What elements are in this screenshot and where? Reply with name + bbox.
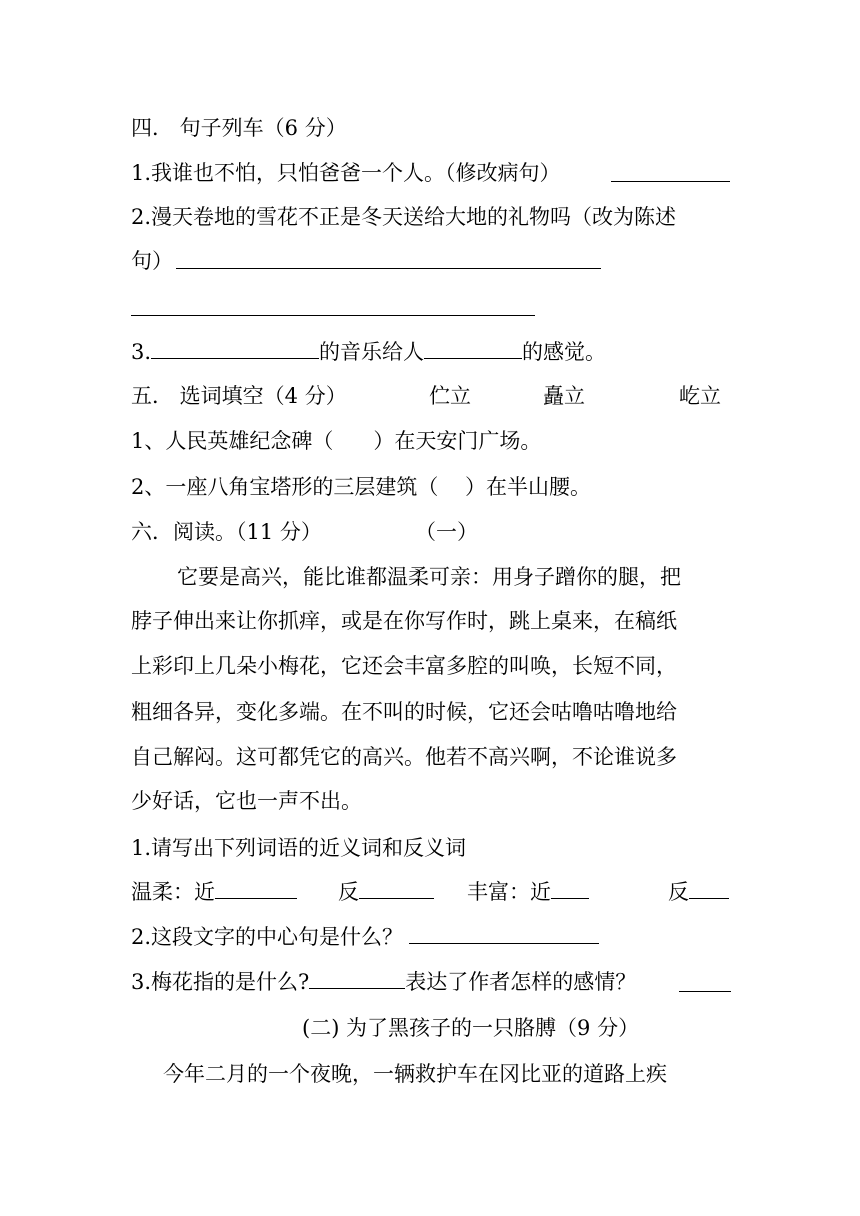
wenrou-antonym-blank[interactable] bbox=[359, 878, 434, 899]
word-option-1: 伫立 bbox=[429, 384, 471, 408]
reading-q1: 1.请写出下列词语的近义词和反义词 bbox=[131, 836, 467, 860]
word-fengfu-synonym-label: 丰富：近 bbox=[467, 880, 551, 904]
section-4-q1-answer-blank[interactable] bbox=[611, 181, 730, 182]
section-4-q3-suffix: 的感觉。 bbox=[522, 340, 607, 364]
section-4-title: 四． 句子列车（6 分） bbox=[131, 116, 347, 140]
passage-line-5: 自己解闷。这可都凭它的高兴。他若不高兴啊，不论谁说多 bbox=[131, 745, 677, 769]
section-4-q2-cont bbox=[131, 246, 731, 276]
section-4-q2-answer-blank-2[interactable] bbox=[131, 315, 535, 316]
section-5-q1: 1、人民英雄纪念碑（ ）在天安门广场。 bbox=[131, 429, 542, 453]
section-6-title: 六．阅读。（11 分） bbox=[131, 520, 322, 544]
passage-line-2: 脖子伸出来让你抓痒，或是在你写作时，跳上桌来，在稿纸 bbox=[131, 609, 677, 633]
passage-line-3: 上彩印上几朵小梅花，它还会丰富多腔的叫唤，长短不同， bbox=[131, 654, 677, 678]
word-option-2: 矗立 bbox=[543, 384, 585, 408]
part-2-passage-line-1: 今年二月的一个夜晚，一辆救护车在冈比亚的道路上疾 bbox=[163, 1062, 667, 1086]
word-wenrou-synonym-label: 温柔：近 bbox=[131, 880, 215, 904]
section-4-q3-mid: 的音乐给人 bbox=[319, 340, 425, 364]
fengfu-synonym-blank[interactable] bbox=[551, 878, 589, 899]
passage-line-1: 它要是高兴，能比谁都温柔可亲：用身子蹭你的腿，把 bbox=[177, 565, 681, 589]
section-4-q3 bbox=[131, 337, 731, 367]
section-4-q3-blank-2[interactable] bbox=[424, 338, 522, 359]
reading-q3-text-b: 表达了作者怎样的感情？ bbox=[405, 970, 637, 994]
section-4-q3-prefix: 3. bbox=[131, 340, 152, 364]
reading-q3-blank-2[interactable] bbox=[679, 971, 731, 992]
word-fengfu-antonym-label: 反 bbox=[668, 880, 689, 904]
reading-q2-blank[interactable] bbox=[409, 923, 599, 944]
section-5-header bbox=[131, 381, 731, 411]
wenrou-synonym-blank[interactable] bbox=[215, 878, 297, 899]
word-wenrou-antonym-label: 反 bbox=[338, 880, 359, 904]
reading-part-1-label: （一） bbox=[415, 520, 478, 544]
fengfu-antonym-blank[interactable] bbox=[689, 878, 729, 899]
section-4-q2-answer-blank-1[interactable] bbox=[176, 268, 601, 269]
reading-q2 bbox=[131, 922, 731, 952]
section-4-q1 bbox=[131, 158, 731, 188]
reading-q3 bbox=[131, 967, 731, 997]
passage-line-6: 少好话，它也一声不出。 bbox=[131, 789, 362, 813]
section-4-q2: 2.漫天卷地的雪花不正是冬天送给大地的礼物吗（改为陈述 bbox=[131, 205, 677, 229]
section-4-q1-text: 1.我谁也不怕，只怕爸爸一个人。（修改病句） bbox=[131, 161, 561, 185]
section-5-title: 五． 选词填空（4 分） bbox=[131, 384, 347, 408]
reading-q2-text: 2.这段文字的中心句是什么？ bbox=[131, 925, 404, 949]
section-6-header bbox=[131, 517, 731, 547]
word-option-3: 屹立 bbox=[679, 384, 721, 408]
passage-line-4: 粗细各异，变化多端。在不叫的时候，它还会咕噜咕噜地给 bbox=[131, 700, 677, 724]
section-4-q3-blank-1[interactable] bbox=[151, 338, 319, 359]
reading-part-2-title: (二) 为了黑孩子的一只胳膊（9 分） bbox=[302, 1016, 640, 1040]
section-4-q2-cont-text: 句） bbox=[131, 249, 173, 273]
section-5-q2: 2、一座八角宝塔形的三层建筑（ ）在半山腰。 bbox=[131, 475, 592, 499]
reading-q1-words bbox=[131, 877, 731, 907]
reading-q3-blank-1[interactable] bbox=[309, 968, 405, 989]
reading-q3-text-a: 3.梅花指的是什么? bbox=[131, 970, 310, 994]
